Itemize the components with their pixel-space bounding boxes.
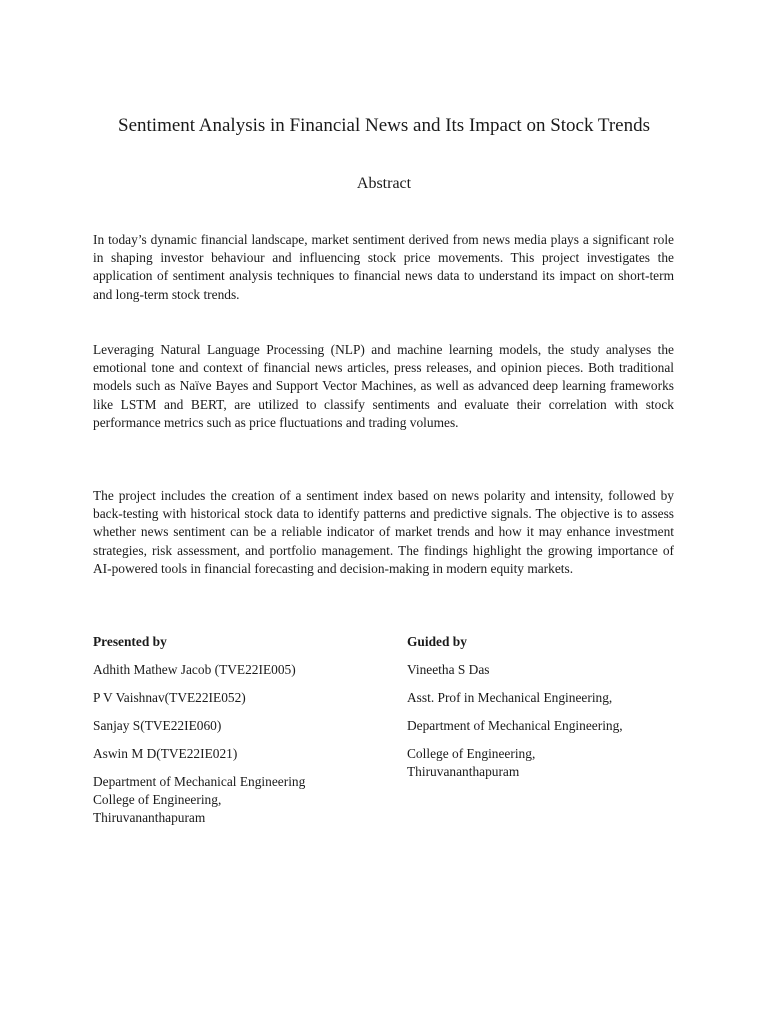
presenter-name: P V Vaishnav(TVE22IE052)	[93, 690, 246, 705]
guide-designation: Asst. Prof in Mechanical Engineering,	[407, 690, 613, 705]
affiliation-city: Thiruvananthapuram	[93, 810, 206, 825]
guide-name: Vineetha S Das	[407, 662, 490, 677]
abstract-paragraph-3: The project includes the creation of a sentiment index based on news polarity and intensity, followed by back-testing with historical stock data to identify patterns and predictive signals. The objective is to assess whether news sentiment can be a reliable indicator of market trends and how it may enhance investment strategies, risk assessment, and portfolio management. The findings highlight the growing importance of AI-powered tools in financial forecasting and decision-making in modern equity markets.	[93, 488, 674, 576]
presented-by-heading: Presented by	[93, 634, 167, 649]
abstract-heading: Abstract	[356, 175, 412, 192]
guided-by-heading: Guided by	[407, 634, 467, 649]
presenter-name: Adhith Mathew Jacob (TVE22IE005)	[93, 662, 296, 677]
abstract-paragraph-1: In today’s dynamic financial landscape, market sentiment derived from news media plays a significant role in shaping investor behaviour and influencing stock price movements. This project investigates the application of sentiment analysis techniques to financial news data to understand its impact on short-term and long-term stock trends.	[93, 232, 674, 302]
guide-college-name: College of Engineering,	[407, 746, 536, 761]
presenter-affiliation	[93, 773, 383, 827]
presenter-name: Aswin M D(TVE22IE021)	[93, 746, 238, 761]
presented-by-section	[93, 633, 383, 837]
affiliation-college: College of Engineering,	[93, 792, 222, 807]
abstract-paragraph-2: Leveraging Natural Language Processing (NLP) and machine learning models, the study analyses the emotional tone and context of financial news articles, press releases, and opinion pieces. Both traditional models such as Naïve Bayes and Support Vector Machines, as well as advanced deep learning frameworks like LSTM and BERT, are utilized to classify sentiments and evaluate their correlation with stock performance metrics such as price fluctuations and trading volumes.	[93, 342, 674, 430]
guide-department: Department of Mechanical Engineering,	[407, 718, 623, 733]
presenter-name: Sanjay S(TVE22IE060)	[93, 718, 222, 733]
guide-college	[407, 745, 697, 781]
affiliation-department: Department of Mechanical Engineering	[93, 774, 306, 789]
guide-college-city: Thiruvananthapuram	[407, 764, 520, 779]
document-title: Sentiment Analysis in Financial News and Its Impact on Stock Trends	[118, 115, 650, 136]
guided-by-section	[407, 633, 697, 791]
